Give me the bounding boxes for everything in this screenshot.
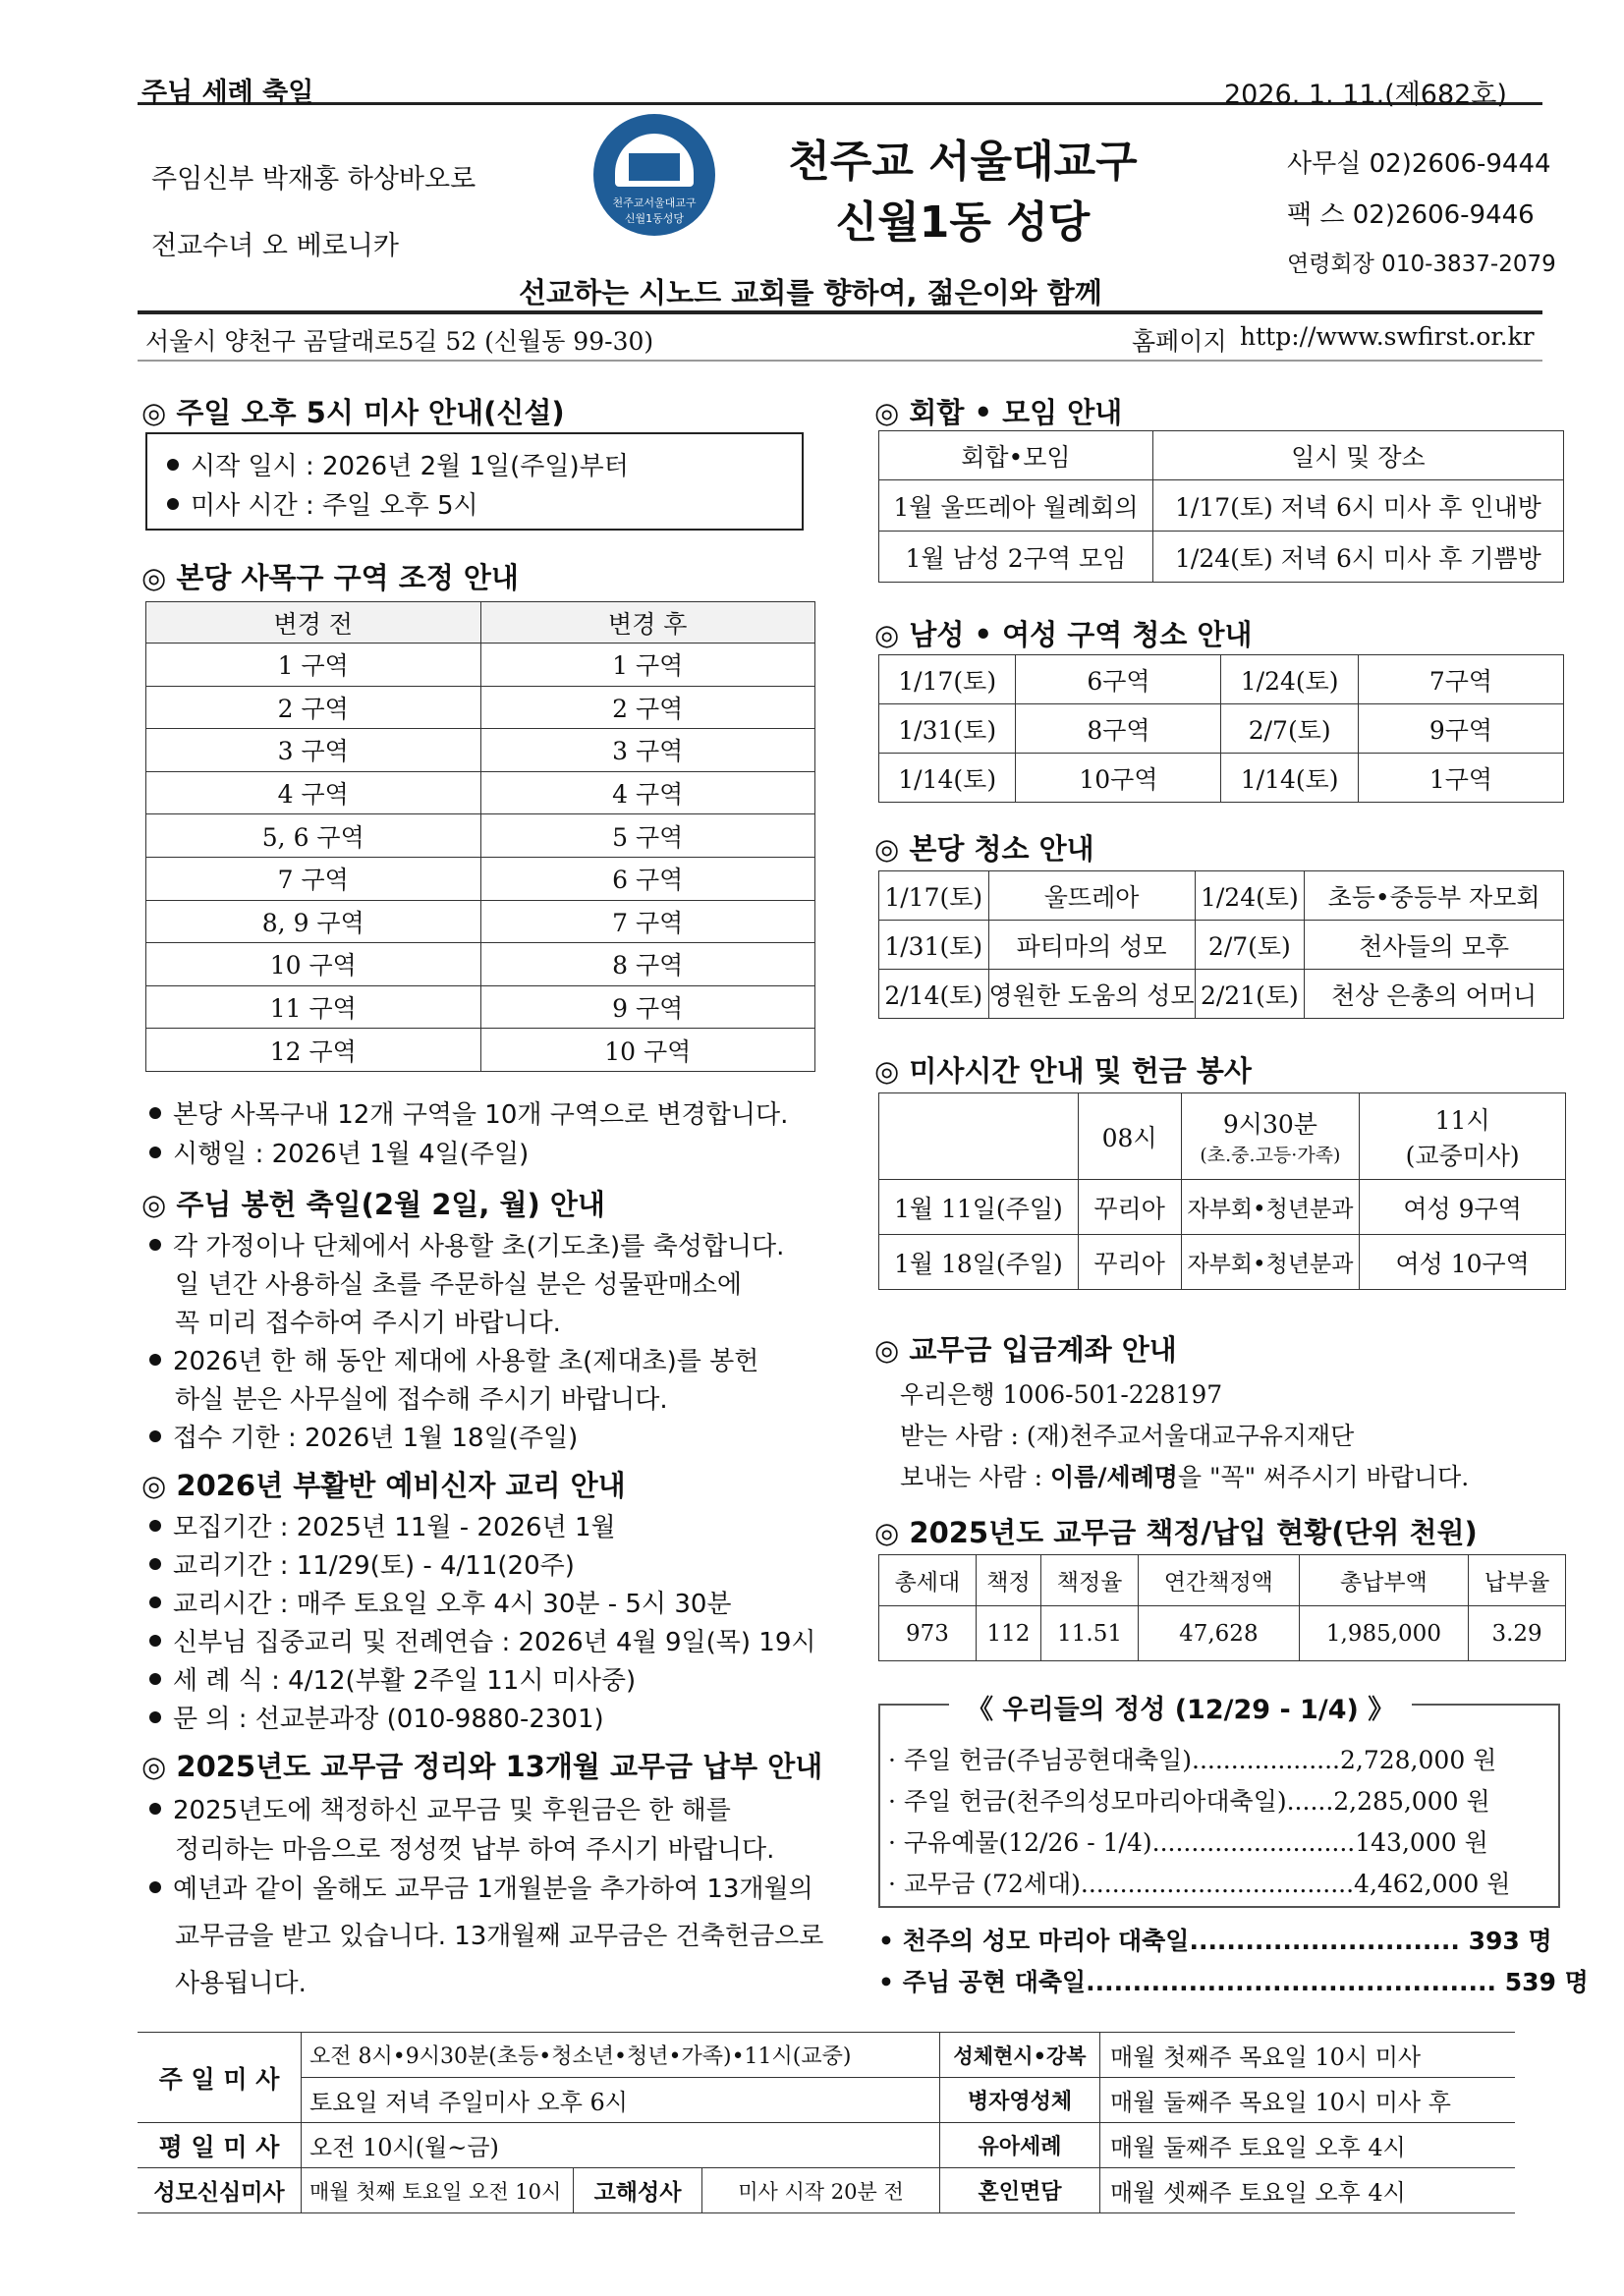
bullet-icon — [149, 1673, 161, 1685]
bullet-icon — [149, 1520, 161, 1532]
cell: 파티마의 성모 — [988, 921, 1195, 970]
presentation-b2-l1: 2026년 한 해 동안 제대에 사용할 초(제대초)를 봉헌 — [173, 1347, 759, 1376]
issue-date: 2026. 1. 11.(제682호) — [1224, 80, 1507, 110]
col-assigned: 책정 — [976, 1555, 1040, 1606]
cell: 천사들의 모후 — [1305, 921, 1564, 970]
table-row — [879, 921, 1564, 970]
table-row — [879, 704, 1564, 754]
table-row — [146, 1029, 815, 1072]
col-0930-desc: (초.중.고등·가족) — [1200, 1145, 1341, 1166]
parish-name-2: 신월1동 성당 — [835, 197, 1091, 248]
cell: 천상 은총의 어머니 — [1305, 970, 1564, 1019]
dues-b1-l1: 2025년도에 책정하신 교무금 및 후원금은 한 해를 — [173, 1796, 731, 1825]
cell: 1/14(토) — [1221, 754, 1358, 803]
account-sender-pre: 보내는 사람 : — [900, 1463, 1051, 1491]
table-header — [879, 1093, 1566, 1180]
attendance-2: • 주님 공현 대축일............................................ 539 명 — [878, 1968, 1589, 1996]
presentation-title: ◎ 주님 봉헌 축일(2월 2일, 월) 안내 — [141, 1188, 605, 1221]
district-note-2 — [149, 1134, 529, 1170]
dues-b2 — [149, 1869, 813, 1905]
catechumen-item — [149, 1545, 575, 1582]
cell: 꾸리아 — [1078, 1235, 1181, 1290]
cell: 초등•중등부 자모회 — [1305, 871, 1564, 921]
cell: 10 구역 — [480, 1029, 815, 1072]
cell: 여성 9구역 — [1360, 1180, 1566, 1235]
dues-b2-l2: 교무금을 받고 있습니다. 13개월째 교무금은 건축헌금으로 — [175, 1922, 824, 1951]
cell: 10 구역 — [146, 943, 481, 986]
col-11 — [1360, 1093, 1566, 1180]
cell: 1/31(토) — [879, 704, 1016, 754]
col-11-desc: (교중미사) — [1405, 1141, 1520, 1170]
offering-item: · 교무금 (72세대)...................................4,462,000 원 — [888, 1870, 1511, 1898]
account-bank: 우리은행 1006-501-228197 — [900, 1380, 1223, 1409]
account-sender-bold: 이름/세례명 — [1050, 1463, 1178, 1491]
dues-b1 — [149, 1790, 731, 1826]
col-assign-rate: 책정율 — [1041, 1555, 1139, 1606]
presentation-b1-l3: 꼭 미리 접수하여 주시기 바랍니다. — [175, 1309, 561, 1338]
pastor-name: 주임신부 박재홍 하상바오로 — [151, 164, 476, 195]
mass5-start-text: 시작 일시 : 2026년 2월 1일(주일)부터 — [191, 452, 629, 481]
col-0930 — [1181, 1093, 1360, 1180]
district-title: ◎ 본당 사목구 구역 조정 안내 — [141, 561, 519, 594]
heart-mass-time: 매월 첫째 토요일 오전 10시 — [302, 2168, 574, 2213]
table-row — [879, 532, 1564, 583]
infant-baptism-label: 유아세례 — [940, 2123, 1100, 2168]
fax-number: 팩 스 02)2606-9446 — [1287, 200, 1535, 230]
cell: 11 구역 — [146, 985, 481, 1029]
account-title: ◎ 교무금 입금계좌 안내 — [874, 1333, 1177, 1367]
table-row — [138, 2033, 1515, 2078]
presentation-b1-l2: 일 년간 사용하실 초를 주문하실 분은 성물판매소에 — [175, 1270, 743, 1300]
bullet-icon — [149, 1711, 161, 1723]
catechumen-item-text: 문 의 : 선교분과장 (010-9880-2301) — [173, 1705, 604, 1734]
table-row — [146, 771, 815, 814]
table-row — [146, 943, 815, 986]
table-row — [879, 1180, 1566, 1235]
presentation-b1-l1: 각 가정이나 단체에서 사용할 초(기도초)를 축성합니다. — [173, 1232, 785, 1261]
table-row — [879, 1606, 1566, 1661]
bullet-icon — [149, 1881, 161, 1893]
dues-status-table — [878, 1554, 1566, 1661]
cell: 1/17(토) 저녁 6시 미사 후 인내방 — [1152, 480, 1563, 532]
account-sender — [900, 1458, 1469, 1493]
bullet-icon — [149, 1239, 161, 1251]
cell: 1/24(토) — [1195, 871, 1305, 921]
mass5-time — [167, 485, 478, 522]
account-receiver: 받는 사람 : (재)천주교서울대교구유지재단 — [900, 1422, 1355, 1450]
catechumen-item-text: 세 례 식 : 4/12(부활 2주일 11시 미사중) — [173, 1666, 637, 1696]
logo-window-icon — [629, 153, 680, 181]
district-note-1 — [149, 1094, 788, 1131]
catechumen-item-text: 교리시간 : 매주 토요일 오후 4시 30분 - 5시 30분 — [173, 1590, 732, 1619]
cell: 3 구역 — [480, 729, 815, 772]
cell: 9구역 — [1358, 704, 1563, 754]
cell: 1 구역 — [146, 644, 481, 687]
bullet-icon — [167, 498, 179, 510]
cell: 2/14(토) — [879, 970, 989, 1019]
mass-service-title: ◎ 미사시간 안내 및 헌금 봉사 — [874, 1054, 1252, 1088]
col-pay-rate: 납부율 — [1469, 1555, 1566, 1606]
cell: 1/17(토) — [879, 871, 989, 921]
presentation-b3-text: 접수 기한 : 2026년 1월 18일(주일) — [173, 1424, 579, 1453]
col-annual: 연간책정액 — [1138, 1555, 1299, 1606]
sick-communion-time: 매월 둘째주 목요일 10시 미사 후 — [1100, 2078, 1516, 2123]
presentation-b2 — [149, 1341, 758, 1377]
catechumen-item-text: 교리기간 : 11/29(토) - 4/11(20주) — [173, 1551, 575, 1581]
cleaning-gender-title: ◎ 남성 • 여성 구역 청소 안내 — [874, 618, 1253, 651]
bullet-icon — [149, 1430, 161, 1442]
district-table — [145, 601, 815, 1072]
table-row — [146, 686, 815, 729]
table-row — [879, 754, 1564, 803]
liturgical-day: 주님 세례 축일 — [141, 78, 314, 108]
catechumen-item-text: 신부님 집중교리 및 전례연습 : 2026년 4월 9일(목) 19시 — [173, 1628, 816, 1657]
cell: 47,628 — [1138, 1606, 1299, 1661]
cell: 영원한 도움의 성모 — [988, 970, 1195, 1019]
sunday-mass-1: 오전 8시•9시30분(초등•청소년•청년•가족)•11시(교중) — [302, 2033, 940, 2078]
bullet-icon — [149, 1354, 161, 1366]
cell: 7 구역 — [480, 900, 815, 943]
table-row — [138, 2168, 1515, 2213]
cell: 10구역 — [1016, 754, 1221, 803]
table-row — [138, 2123, 1515, 2168]
table-row — [879, 1235, 1566, 1290]
cell: 112 — [976, 1606, 1040, 1661]
catechumen-item-text: 모집기간 : 2025년 11월 - 2026년 1월 — [173, 1513, 616, 1542]
schedule-table — [138, 2032, 1515, 2213]
col-meeting: 회합•모임 — [879, 431, 1153, 480]
cell: 6구역 — [1016, 655, 1221, 704]
parish-logo — [593, 114, 715, 236]
mass-service-table — [878, 1092, 1566, 1290]
table-row — [879, 970, 1564, 1019]
cleaning-church-title: ◎ 본당 청소 안내 — [874, 832, 1094, 866]
table-row — [879, 480, 1564, 532]
attendance-1: • 천주의 성모 마리아 대축일............................. 393 명 — [878, 1927, 1552, 1955]
bullet-icon — [149, 1147, 161, 1158]
col-08: 08시 — [1078, 1093, 1181, 1180]
col-0930-time: 9시30분 — [1222, 1110, 1317, 1139]
col-total-paid: 총납부액 — [1299, 1555, 1468, 1606]
marriage-time: 매월 셋째주 토요일 오후 4시 — [1100, 2168, 1516, 2213]
council-phone: 연령회장 010-3837-2079 — [1287, 252, 1556, 277]
header-mid-rule — [138, 310, 1542, 314]
cell: 여성 10구역 — [1360, 1235, 1566, 1290]
cleaning-gender-table — [878, 654, 1564, 803]
parish-name-1: 천주교 서울대교구 — [788, 137, 1138, 187]
confession-time: 미사 시작 20분 전 — [702, 2168, 940, 2213]
cell: 1월 남성 2구역 모임 — [879, 532, 1153, 583]
logo-text-1: 천주교서울대교구 — [612, 196, 697, 209]
table-row — [879, 871, 1564, 921]
catechumen-item — [149, 1622, 815, 1658]
mass5-title: ◎ 주일 오후 5시 미사 안내(신설) — [141, 396, 565, 429]
cell: 1/31(토) — [879, 921, 989, 970]
table-row — [146, 644, 815, 687]
table-row — [138, 2078, 1515, 2123]
cell: 11.51 — [1041, 1606, 1139, 1661]
adoration-label: 성체현시•강복 — [940, 2033, 1100, 2078]
catechumen-item — [149, 1699, 604, 1735]
homepage-url[interactable]: http://www.swfirst.or.kr — [1240, 322, 1535, 351]
col-datetime: 일시 및 장소 — [1152, 431, 1563, 480]
cell: 2/7(토) — [1221, 704, 1358, 754]
table-row — [146, 985, 815, 1029]
table-row — [146, 857, 815, 900]
cell: 2 구역 — [480, 686, 815, 729]
cell: 울뜨레아 — [988, 871, 1195, 921]
cell: 1월 11일(주일) — [879, 1180, 1079, 1235]
cell: 4 구역 — [146, 771, 481, 814]
heart-mass-label: 성모신심미사 — [138, 2168, 302, 2213]
presentation-b1 — [149, 1226, 784, 1262]
cell: 자부회•청년분과 — [1181, 1235, 1360, 1290]
bullet-icon — [167, 459, 179, 471]
table-row — [146, 814, 815, 858]
sunday-mass-label: 주 일 미 사 — [138, 2033, 302, 2123]
mass5-time-text: 미사 시간 : 주일 오후 5시 — [191, 491, 478, 521]
bullet-icon — [149, 1558, 161, 1570]
cell: 2/21(토) — [1195, 970, 1305, 1019]
offering-item: · 주일 헌금(천주의성모마리아대축일)......2,285,000 원 — [888, 1787, 1490, 1816]
cell: 5 구역 — [480, 814, 815, 858]
cell-empty — [879, 1093, 1079, 1180]
catechumen-title: ◎ 2026년 부활반 예비신자 교리 안내 — [141, 1469, 626, 1502]
header-bottom-rule — [138, 360, 1542, 362]
col-households: 총세대 — [879, 1555, 977, 1606]
dues-status-title: ◎ 2025년도 교무금 책정/납입 현황(단위 천원) — [874, 1516, 1478, 1549]
sunday-mass-2: 토요일 저녁 주일미사 오후 6시 — [302, 2078, 940, 2123]
presentation-b2-l2: 하실 분은 사무실에 접수해 주시기 바랍니다. — [175, 1385, 668, 1415]
cell: 1월 울뜨레아 월례회의 — [879, 480, 1153, 532]
cell: 4 구역 — [480, 771, 815, 814]
dues-b1-l2: 정리하는 마음으로 정성껏 납부 하여 주시기 바랍니다. — [175, 1835, 775, 1865]
cell: 8, 9 구역 — [146, 900, 481, 943]
table-header — [879, 431, 1564, 480]
cell: 1/14(토) — [879, 754, 1016, 803]
confession-label: 고해성사 — [574, 2168, 702, 2213]
cell: 1/24(토) — [1221, 655, 1358, 704]
cell: 9 구역 — [480, 985, 815, 1029]
cell: 1월 18일(주일) — [879, 1235, 1079, 1290]
cell: 1/17(토) — [879, 655, 1016, 704]
adoration-time: 매월 첫째주 목요일 10시 미사 — [1100, 2033, 1516, 2078]
bullet-icon — [149, 1107, 161, 1119]
cell: 3 구역 — [146, 729, 481, 772]
district-note-2-text: 시행일 : 2026년 1월 4일(주일) — [173, 1140, 530, 1169]
col-before: 변경 전 — [146, 602, 481, 644]
cell: 5, 6 구역 — [146, 814, 481, 858]
homepage-label: 홈페이지 — [1132, 327, 1227, 356]
account-sender-post: 을 "꼭" 써주시기 바랍니다. — [1177, 1463, 1470, 1491]
table-row — [146, 900, 815, 943]
catechumen-item — [149, 1507, 616, 1543]
cell: 꾸리아 — [1078, 1180, 1181, 1235]
cell: 973 — [879, 1606, 977, 1661]
meetings-title: ◎ 회합 • 모임 안내 — [874, 396, 1123, 429]
cell: 1/24(토) 저녁 6시 미사 후 기쁨방 — [1152, 532, 1563, 583]
cell: 1구역 — [1358, 754, 1563, 803]
bullet-icon — [149, 1803, 161, 1815]
district-note-1-text: 본당 사목구내 12개 구역을 10개 구역으로 변경합니다. — [173, 1100, 789, 1130]
motto: 선교하는 시노드 교회를 향하여, 젊은이와 함께 — [519, 276, 1102, 309]
dues-b2-l3: 사용됩니다. — [175, 1969, 307, 1998]
cell: 7 구역 — [146, 857, 481, 900]
mass5-start — [167, 446, 629, 482]
catechumen-item — [149, 1660, 636, 1697]
sister-name: 전교수녀 오 베로니카 — [151, 231, 399, 261]
meetings-table — [878, 430, 1564, 583]
weekday-mass-label: 평 일 미 사 — [138, 2123, 302, 2168]
cell: 2 구역 — [146, 686, 481, 729]
offerings-title: 《 우리들의 정성 (12/29 - 1/4) 》 — [949, 1688, 1412, 1726]
col-11-time: 11시 — [1434, 1105, 1490, 1135]
bullet-icon — [149, 1596, 161, 1608]
presentation-b3 — [149, 1418, 578, 1454]
catechumen-item — [149, 1584, 732, 1620]
cell: 12 구역 — [146, 1029, 481, 1072]
table-header — [146, 602, 815, 644]
table-header — [879, 1555, 1566, 1606]
logo-text-2: 신월1동성당 — [624, 212, 685, 225]
cell: 3.29 — [1469, 1606, 1566, 1661]
cell: 8 구역 — [480, 943, 815, 986]
offering-item: · 주일 헌금(주님공현대축일)...................2,728,000 원 — [888, 1746, 1497, 1774]
bullet-icon — [149, 1635, 161, 1647]
col-after: 변경 후 — [480, 602, 815, 644]
table-row — [879, 655, 1564, 704]
cell: 1,985,000 — [1299, 1606, 1468, 1661]
sick-communion-label: 병자영성체 — [940, 2078, 1100, 2123]
dues-b2-l1: 예년과 같이 올해도 교무금 1개월분을 추가하여 13개월의 — [173, 1875, 813, 1904]
offering-item: · 구유예물(12/26 - 1/4)..........................143,000 원 — [888, 1828, 1488, 1857]
infant-baptism-time: 매월 둘째주 토요일 오후 4시 — [1100, 2123, 1516, 2168]
weekday-mass-time: 오전 10시(월~금) — [302, 2123, 940, 2168]
cell: 7구역 — [1358, 655, 1563, 704]
cell: 6 구역 — [480, 857, 815, 900]
address: 서울시 양천구 곰달래로5길 52 (신월동 99-30) — [145, 327, 654, 356]
table-row — [146, 729, 815, 772]
office-phone: 사무실 02)2606-9444 — [1287, 149, 1551, 179]
cell: 1 구역 — [480, 644, 815, 687]
cell: 8구역 — [1016, 704, 1221, 754]
dues-title: ◎ 2025년도 교무금 정리와 13개월 교무금 납부 안내 — [141, 1750, 823, 1783]
cleaning-church-table — [878, 870, 1564, 1019]
marriage-label: 혼인면담 — [940, 2168, 1100, 2213]
cell: 2/7(토) — [1195, 921, 1305, 970]
cell: 자부회•청년분과 — [1181, 1180, 1360, 1235]
